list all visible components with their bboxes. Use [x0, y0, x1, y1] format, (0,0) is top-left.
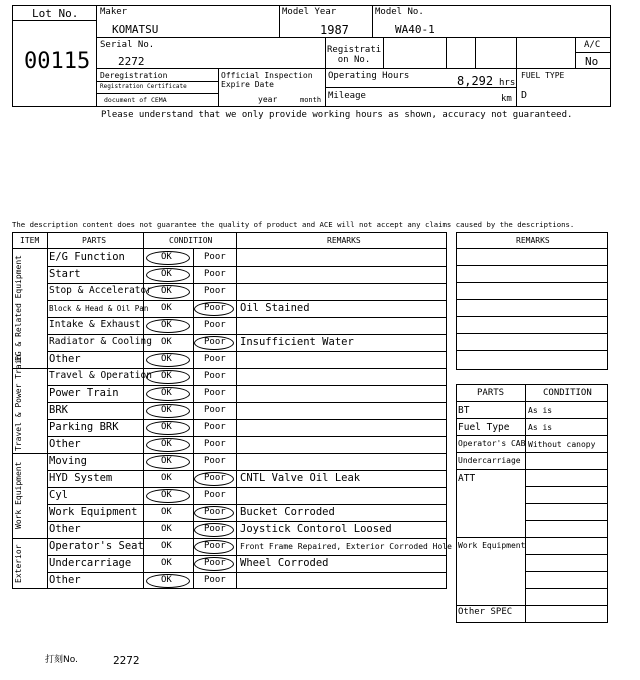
- ok-option: OK: [161, 558, 172, 568]
- remark-text: Front Frame Repaired, Exterior Corroded Hole: [240, 542, 452, 551]
- remark-text: Joystick Contorol Loosed: [240, 523, 392, 535]
- serial-no-value: 2272: [118, 55, 145, 68]
- document-label: document of CEMA: [104, 96, 167, 104]
- table-row: [0, 385, 447, 402]
- model-no-value: WA40-1: [395, 23, 435, 36]
- selected-circle: [194, 336, 234, 350]
- ok-option: OK: [161, 507, 172, 517]
- part-name: Intake & Exhaust: [49, 319, 141, 330]
- poor-option: Poor: [204, 490, 226, 500]
- poor-option: Poor: [204, 388, 226, 398]
- part-name: Power Train: [49, 387, 119, 399]
- part-name: Undercarriage: [49, 557, 132, 569]
- ok-option: OK: [161, 388, 172, 398]
- selected-circle: [146, 574, 190, 588]
- part-name: E/G Function: [49, 251, 125, 263]
- right-part-name: Operator's CAB: [458, 439, 526, 448]
- ac-value: No: [585, 55, 599, 68]
- lot-no-label: Lot No.: [32, 7, 79, 20]
- remark-text: Oil Stained: [240, 302, 310, 314]
- part-name: Operator's Seat: [49, 540, 144, 552]
- ok-option: OK: [161, 422, 172, 432]
- ac-label: A/C: [584, 40, 601, 50]
- selected-circle: [146, 404, 190, 418]
- part-name: Work Equipment: [49, 506, 138, 518]
- right-remarks-header: REMARKS: [516, 236, 550, 245]
- poor-option: Poor: [204, 575, 226, 585]
- table-row: [0, 487, 447, 504]
- selected-circle: [146, 455, 190, 469]
- table-row: [0, 300, 447, 317]
- part-name: Block & Head & Oil Pan: [49, 304, 149, 313]
- table-row: [0, 521, 447, 538]
- selected-circle: [146, 251, 190, 265]
- model-year-value: 1987: [320, 23, 349, 37]
- maker-label: Maker: [100, 7, 128, 17]
- table-row: [0, 436, 447, 453]
- poor-option: Poor: [204, 269, 226, 279]
- selected-circle: [146, 421, 190, 435]
- remark-text: CNTL Valve Oil Leak: [240, 472, 361, 484]
- poor-option: Poor: [204, 286, 226, 296]
- poor-option: Poor: [204, 456, 226, 466]
- ok-option: OK: [161, 303, 172, 313]
- ok-option: OK: [161, 286, 172, 296]
- part-name: Stop & Accelerator: [49, 285, 152, 296]
- ok-option: OK: [161, 575, 172, 585]
- ok-option: OK: [161, 456, 172, 466]
- parts-header: PARTS: [82, 236, 107, 245]
- work-equipment-label: Work Equipment: [458, 541, 526, 550]
- ok-option: OK: [161, 473, 172, 483]
- right-condition-value: As is: [528, 406, 553, 415]
- item-group-label: EG & Related Equipment: [14, 255, 23, 362]
- hrs-label: hrs: [499, 78, 516, 88]
- ok-option: OK: [161, 269, 172, 279]
- table-row: [0, 283, 447, 300]
- serial-no-label: Serial No.: [100, 40, 155, 50]
- other-spec-label: Other SPEC: [458, 607, 513, 617]
- table-row: [0, 504, 447, 521]
- right-condition-header: CONDITION: [543, 388, 592, 398]
- right-condition-value: Without canopy: [528, 440, 596, 449]
- official-inspection-label: Official Inspection Expire Date: [221, 71, 313, 89]
- poor-option: Poor: [204, 252, 226, 262]
- part-name: Start: [49, 268, 81, 280]
- item-group-label: Exterior: [14, 544, 23, 583]
- table-row: [0, 555, 447, 572]
- registration-label: Registrati on No.: [327, 45, 382, 65]
- part-name: Other: [49, 574, 81, 586]
- stamp-label: 打刻No.: [45, 655, 78, 665]
- remark-text: Wheel Corroded: [240, 557, 329, 569]
- part-name: Travel & Operation: [49, 370, 152, 381]
- poor-option: Poor: [204, 524, 226, 534]
- ok-option: OK: [161, 252, 172, 262]
- ok-option: OK: [161, 320, 172, 330]
- table-row: [0, 334, 447, 351]
- month-label: month: [300, 96, 322, 104]
- part-name: Cyl: [49, 489, 68, 501]
- fuel-type-value: D: [521, 90, 528, 101]
- selected-circle: [146, 438, 190, 452]
- right-part-name: Fuel Type: [458, 422, 510, 433]
- poor-option: Poor: [204, 405, 226, 415]
- part-name: Other: [49, 438, 81, 450]
- poor-option: Poor: [204, 354, 226, 364]
- right-parts-header: PARTS: [477, 388, 505, 398]
- table-row: [0, 317, 447, 334]
- part-name: Moving: [49, 455, 87, 467]
- item-header: ITEM: [20, 236, 40, 245]
- right-part-name: Undercarriage: [458, 456, 521, 465]
- selected-circle: [146, 370, 190, 384]
- poor-option: Poor: [204, 303, 226, 313]
- ok-option: OK: [161, 524, 172, 534]
- remark-text: Bucket Corroded: [240, 506, 335, 518]
- part-name: BRK: [49, 404, 68, 416]
- remarks-header: REMARKS: [327, 236, 361, 245]
- item-group-label: Work Equipment: [14, 461, 23, 530]
- ok-option: OK: [161, 337, 172, 347]
- condition-header: CONDITION: [169, 236, 213, 245]
- table-row: [0, 351, 447, 368]
- selected-circle: [194, 472, 234, 486]
- part-name: Other: [49, 523, 81, 535]
- part-name: Radiator & Cooling: [49, 336, 152, 347]
- item-group-label: Travel & Power Train: [14, 354, 23, 451]
- right-part-name: BT: [458, 405, 470, 416]
- right-condition-value: As is: [528, 423, 553, 432]
- selected-circle: [194, 523, 234, 537]
- fuel-type-label: FUEL TYPE: [521, 71, 565, 80]
- poor-option: Poor: [204, 422, 226, 432]
- poor-option: Poor: [204, 371, 226, 381]
- ok-option: OK: [161, 371, 172, 381]
- operating-hours-label: Operating Hours: [328, 71, 410, 81]
- poor-option: Poor: [204, 507, 226, 517]
- selected-circle: [194, 302, 234, 316]
- table-row: [0, 538, 452, 555]
- selected-circle: [194, 540, 234, 554]
- operating-hours-value: 8,292: [457, 74, 494, 88]
- table-row: [0, 249, 447, 266]
- table-row: [0, 419, 447, 436]
- poor-option: Poor: [204, 473, 226, 483]
- part-name: Other: [49, 353, 81, 365]
- ok-option: OK: [161, 405, 172, 415]
- ok-option: OK: [161, 439, 172, 449]
- selected-circle: [146, 489, 190, 503]
- poor-option: Poor: [204, 541, 226, 551]
- remark-text: Insufficient Water: [240, 336, 354, 348]
- table-row: [0, 402, 447, 419]
- ok-option: OK: [161, 490, 172, 500]
- part-name: Parking BRK: [49, 421, 119, 433]
- ok-option: OK: [161, 541, 172, 551]
- mileage-label: Mileage: [328, 91, 366, 101]
- selected-circle: [146, 387, 190, 401]
- model-year-label: Model Year: [282, 7, 337, 17]
- lot-no-value: 00115: [24, 49, 91, 74]
- table-row: [0, 368, 447, 385]
- table-row: [0, 266, 447, 283]
- disclaimer: The description content does not guarantee the quality of product and ACE will not accept any claims caused by the descriptions.: [12, 220, 575, 229]
- selected-circle: [146, 319, 190, 333]
- table-row: [0, 470, 447, 487]
- selected-circle: [146, 285, 190, 299]
- poor-option: Poor: [204, 337, 226, 347]
- selected-circle: [194, 506, 234, 520]
- selected-circle: [146, 268, 190, 282]
- selected-circle: [194, 557, 234, 571]
- right-part-name: ATT: [458, 473, 476, 484]
- poor-option: Poor: [204, 558, 226, 568]
- ok-option: OK: [161, 354, 172, 364]
- km-label: km: [501, 94, 512, 104]
- selected-circle: [146, 353, 190, 367]
- table-row: [0, 572, 447, 589]
- maker-value: KOMATSU: [112, 23, 159, 36]
- table-row: [0, 453, 447, 470]
- part-name: HYD System: [49, 472, 113, 484]
- stamp-value: 2272: [113, 654, 140, 667]
- model-no-label: Model No.: [375, 7, 424, 17]
- hours-note: Please understand that we only provide working hours as shown, accuracy not guaranteed.: [101, 110, 573, 120]
- deregistration-label: Deregistration: [100, 71, 168, 80]
- registration-certificate-label: Registration Certificate: [100, 83, 187, 90]
- poor-option: Poor: [204, 439, 226, 449]
- poor-option: Poor: [204, 320, 226, 330]
- year-label: year: [258, 95, 278, 104]
